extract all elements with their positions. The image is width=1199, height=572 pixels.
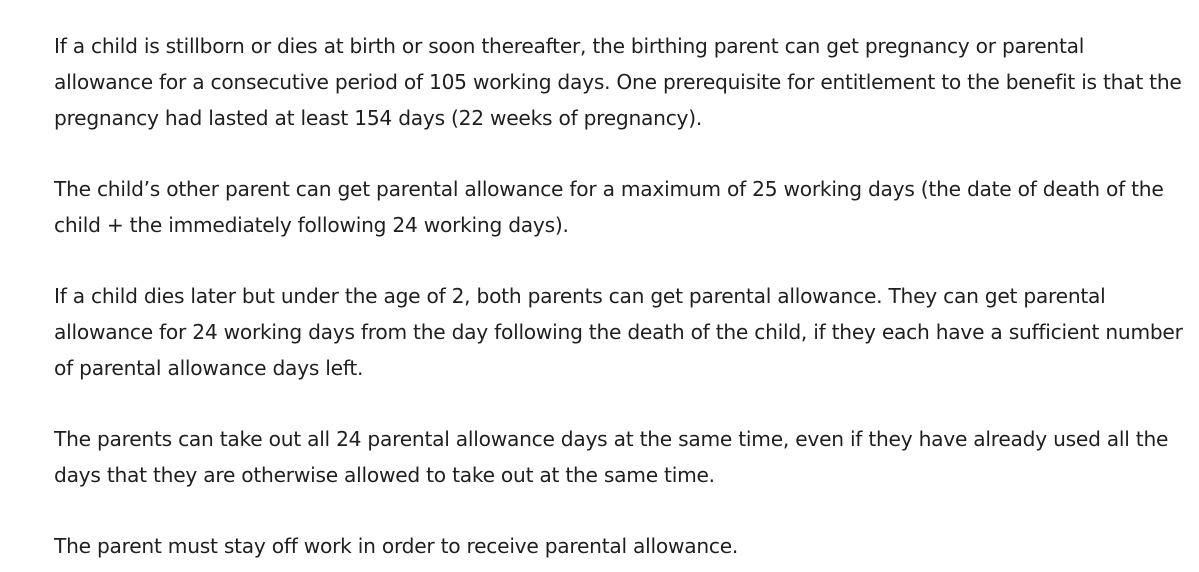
paragraph-same-time: The parents can take out all 24 parental allowance days at the same time, even if they have already used all the days that they are otherwise allowed to take out at the same time. [54, 427, 1169, 487]
article-body [54, 28, 1184, 564]
paragraph-stay-off-work: The parent must stay off work in order to receive parental allowance. [54, 534, 739, 558]
paragraph-other-parent: The child’s other parent can get parental allowance for a maximum of 25 working days (the date of death of the child + the immediately following 24 working days). [54, 177, 1164, 237]
paragraph-stillbirth: If a child is stillborn or dies at birth or soon thereafter, the birthing parent can get pregnancy or parental allowance for a consecutive period of 105 working days. One prerequisite for entitlement to the benefit is that the pregnancy had lasted at least 154 days (22 weeks of pregnancy). [54, 34, 1182, 130]
paragraph-child-under-two: If a child dies later but under the age of 2, both parents can get parental allowance. They can get parental allowance for 24 working days from the day following the death of the child, if they each have a sufficient number of parental allowance days left. [54, 284, 1183, 380]
